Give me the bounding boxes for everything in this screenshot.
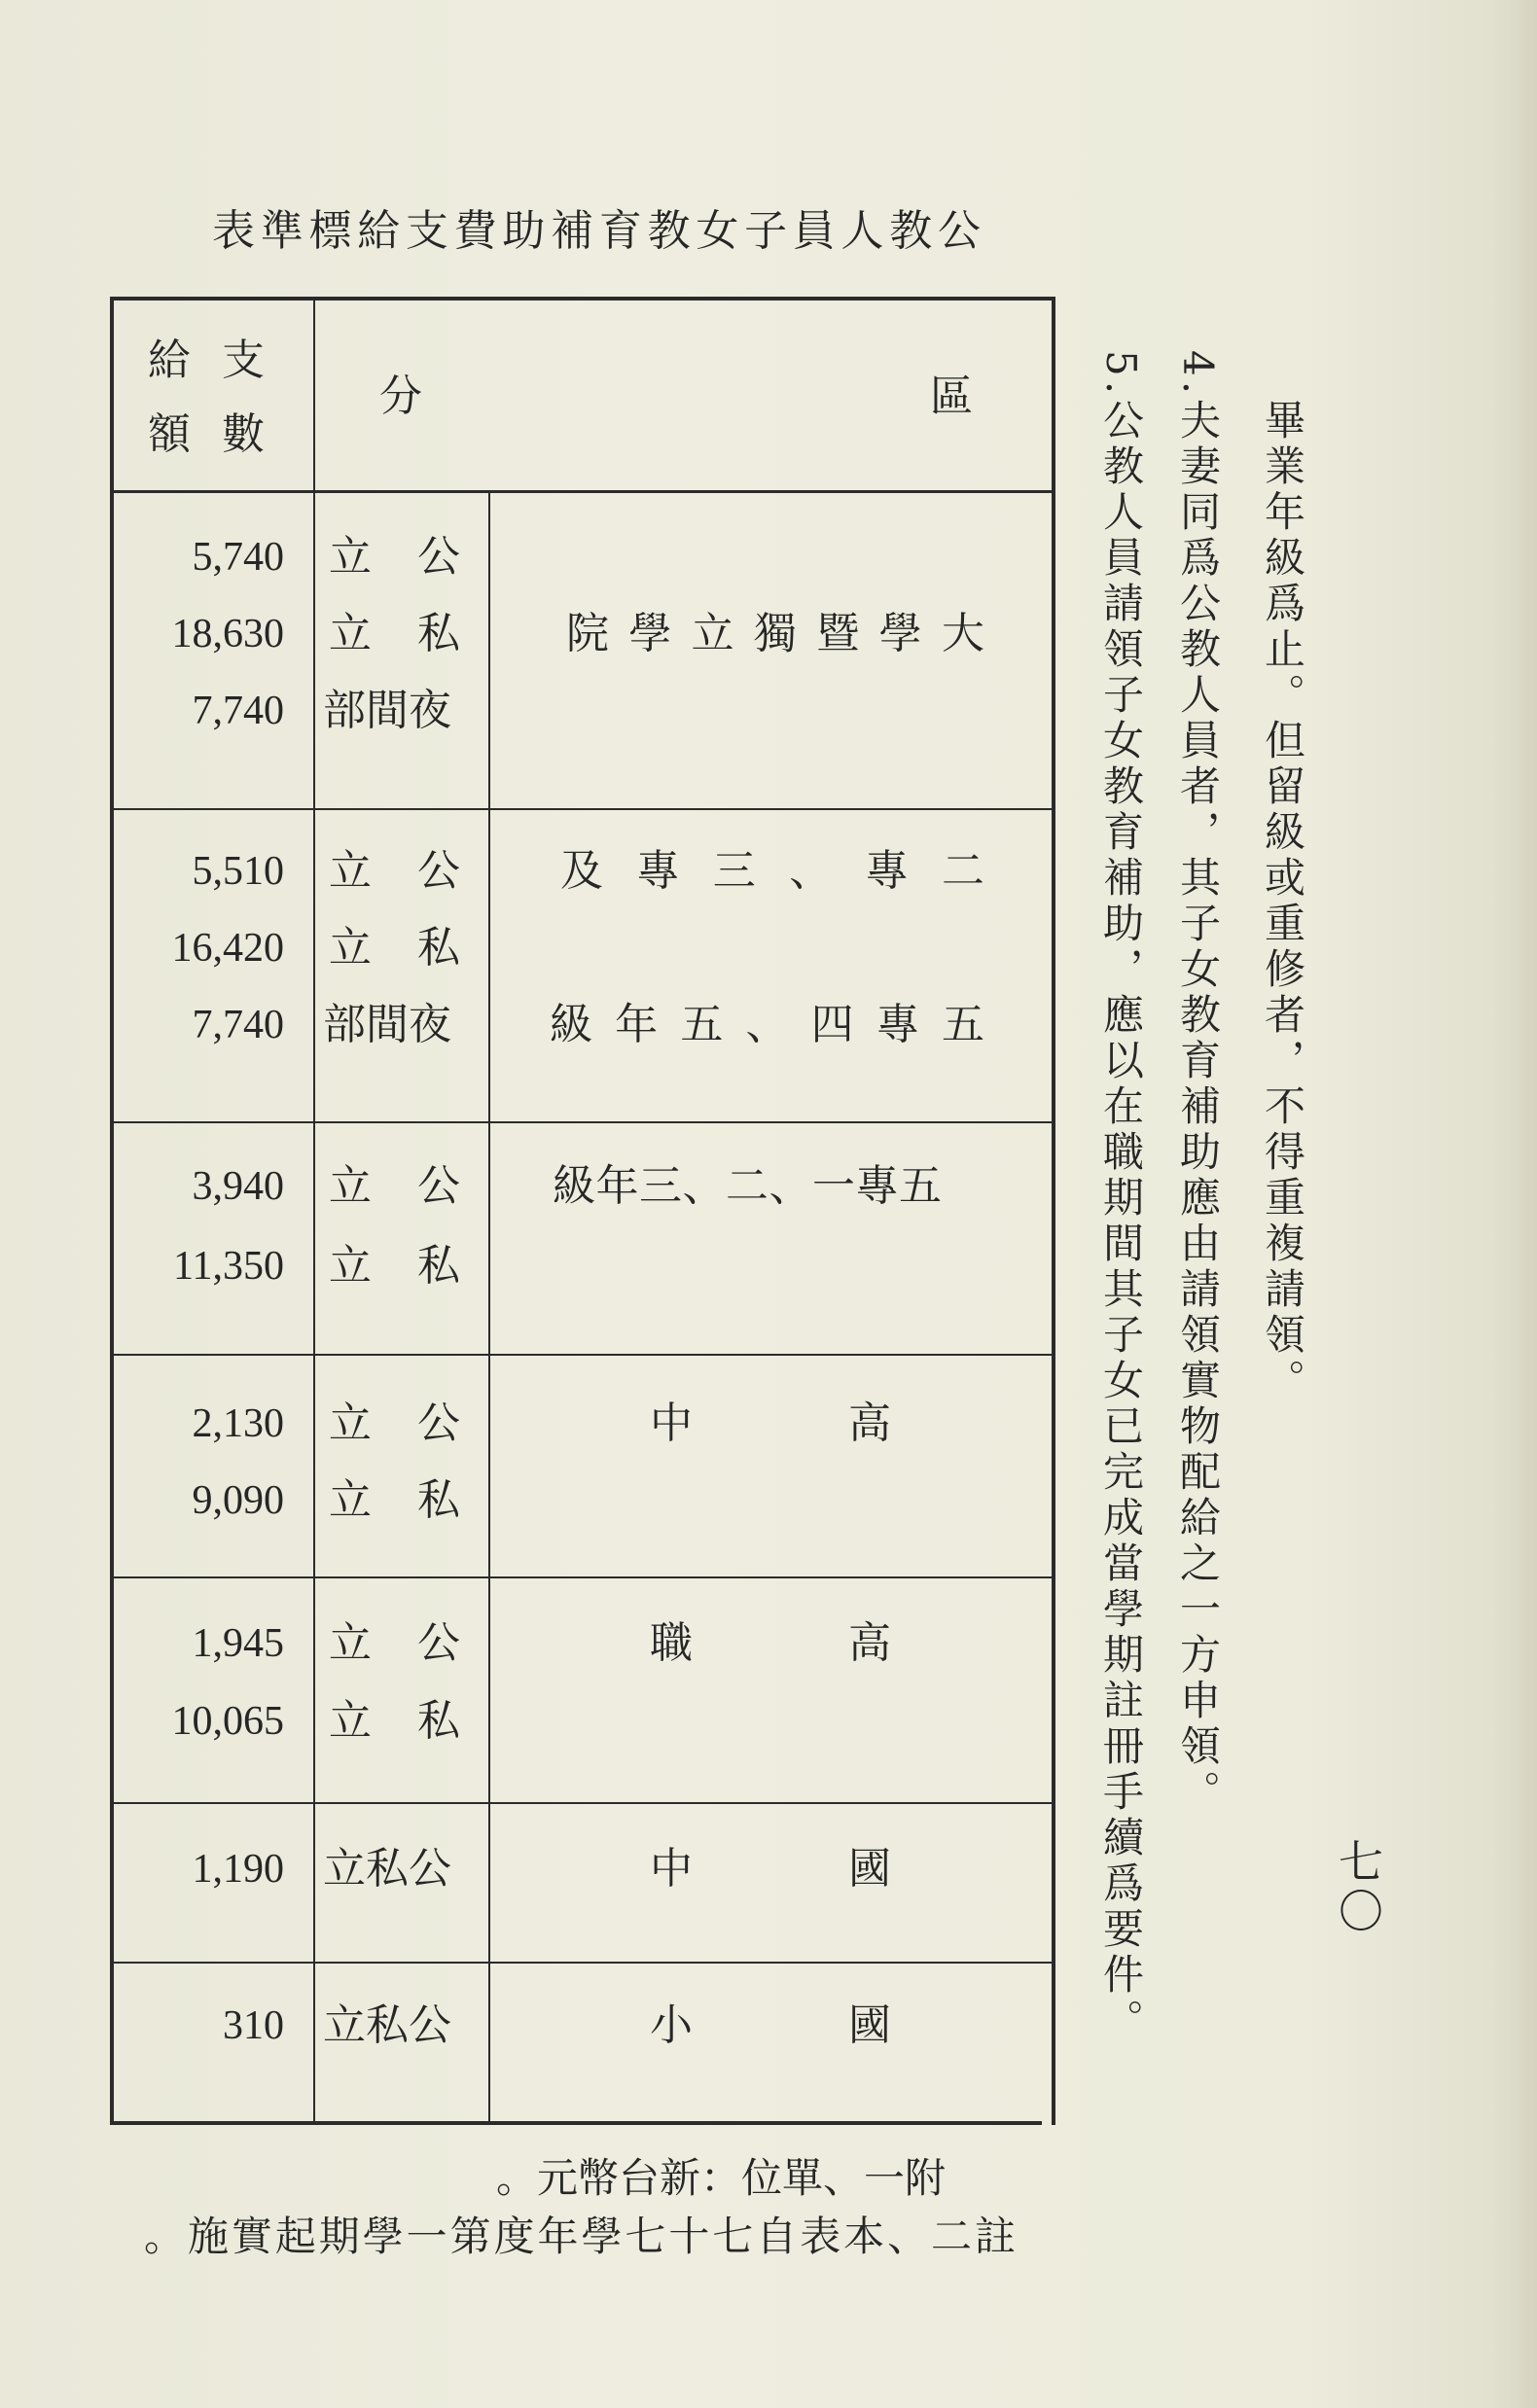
table-title: 公教人員子女教育補助費支給標準表 xyxy=(212,206,981,256)
amount-cell: 310 xyxy=(223,2003,284,2048)
type-cell: 私立 xyxy=(329,1696,460,1746)
row-divider xyxy=(110,490,1054,493)
type-cell: 公私立 xyxy=(323,1844,451,1894)
amount-cell: 3,940 xyxy=(192,1164,284,1209)
amount-cell: 7,740 xyxy=(192,1003,284,1047)
type-cell: 公立 xyxy=(329,1399,460,1448)
column-divider xyxy=(313,297,315,2123)
type-cell: 公立 xyxy=(329,1618,460,1668)
header-category: 區分 xyxy=(379,372,973,421)
body-text-item-5: 5.公教人員請領子女教育補助，應以在職期間其子女已完成當學期註冊手續爲要件。 xyxy=(1097,350,1145,2045)
amount-cell: 1,190 xyxy=(192,1847,284,1892)
footnote-unit: 附一、單位：新台幣元。 xyxy=(496,2154,947,2202)
level-cell: 大學暨獨立學院 xyxy=(566,609,984,658)
type-cell: 公立 xyxy=(329,1161,460,1211)
level-cell: 二專、三專及 xyxy=(560,846,984,896)
column-divider xyxy=(488,491,490,2123)
row-divider xyxy=(110,1962,1054,1964)
footnote-effective: 註二、本表自七十七學年度第一學期起實施。 xyxy=(144,2213,1016,2260)
level-cell: 五專四、五年級 xyxy=(550,1000,984,1049)
amount-cell: 16,420 xyxy=(171,926,284,971)
amount-cell: 18,630 xyxy=(171,612,284,656)
level-cell: 國中 xyxy=(650,1844,891,1894)
amount-cell: 2,130 xyxy=(192,1401,284,1446)
type-cell: 公立 xyxy=(329,846,460,896)
amount-cell: 5,740 xyxy=(192,535,284,580)
type-cell: 夜間部 xyxy=(323,686,451,735)
row-divider xyxy=(110,1576,1054,1578)
level-cell: 五專一、二、三年級 xyxy=(553,1161,942,1211)
header-amount-line1: 支給 xyxy=(148,336,265,385)
row-divider xyxy=(110,808,1054,810)
level-cell: 高職 xyxy=(650,1618,891,1668)
type-cell: 私立 xyxy=(329,923,460,973)
type-cell: 私立 xyxy=(329,1241,460,1291)
row-divider xyxy=(110,1354,1054,1356)
row-divider xyxy=(110,1121,1054,1123)
amount-cell: 7,740 xyxy=(192,689,284,733)
amount-cell: 5,510 xyxy=(192,849,284,894)
amount-cell: 1,945 xyxy=(192,1621,284,1666)
amount-cell: 11,350 xyxy=(173,1244,284,1289)
header-amount-line2: 數額 xyxy=(148,409,265,459)
amount-cell: 9,090 xyxy=(192,1478,284,1523)
body-text-column: 畢業年級爲止。但留級或重修者，不得重複請領。 xyxy=(1259,399,1306,1404)
row-divider xyxy=(110,1802,1054,1804)
table-border-bottom xyxy=(110,2121,1042,2125)
table-border-right xyxy=(1052,297,1055,2125)
type-cell: 私立 xyxy=(329,1475,460,1525)
type-cell: 公立 xyxy=(329,532,460,582)
table-border-left xyxy=(110,297,114,2125)
amount-cell: 10,065 xyxy=(171,1699,284,1744)
level-cell: 國小 xyxy=(650,2001,891,2050)
body-text-item-4: 4.夫妻同爲公教人員者，其子女教育補助應由請領實物配給之一方申領。 xyxy=(1174,350,1222,1817)
type-cell: 夜間部 xyxy=(323,1000,451,1049)
type-cell: 公私立 xyxy=(323,2001,451,2050)
level-cell: 高中 xyxy=(650,1399,891,1448)
page-number: 七〇 xyxy=(1332,1838,1384,1937)
type-cell: 私立 xyxy=(329,609,460,658)
table-border-top xyxy=(110,297,1055,301)
